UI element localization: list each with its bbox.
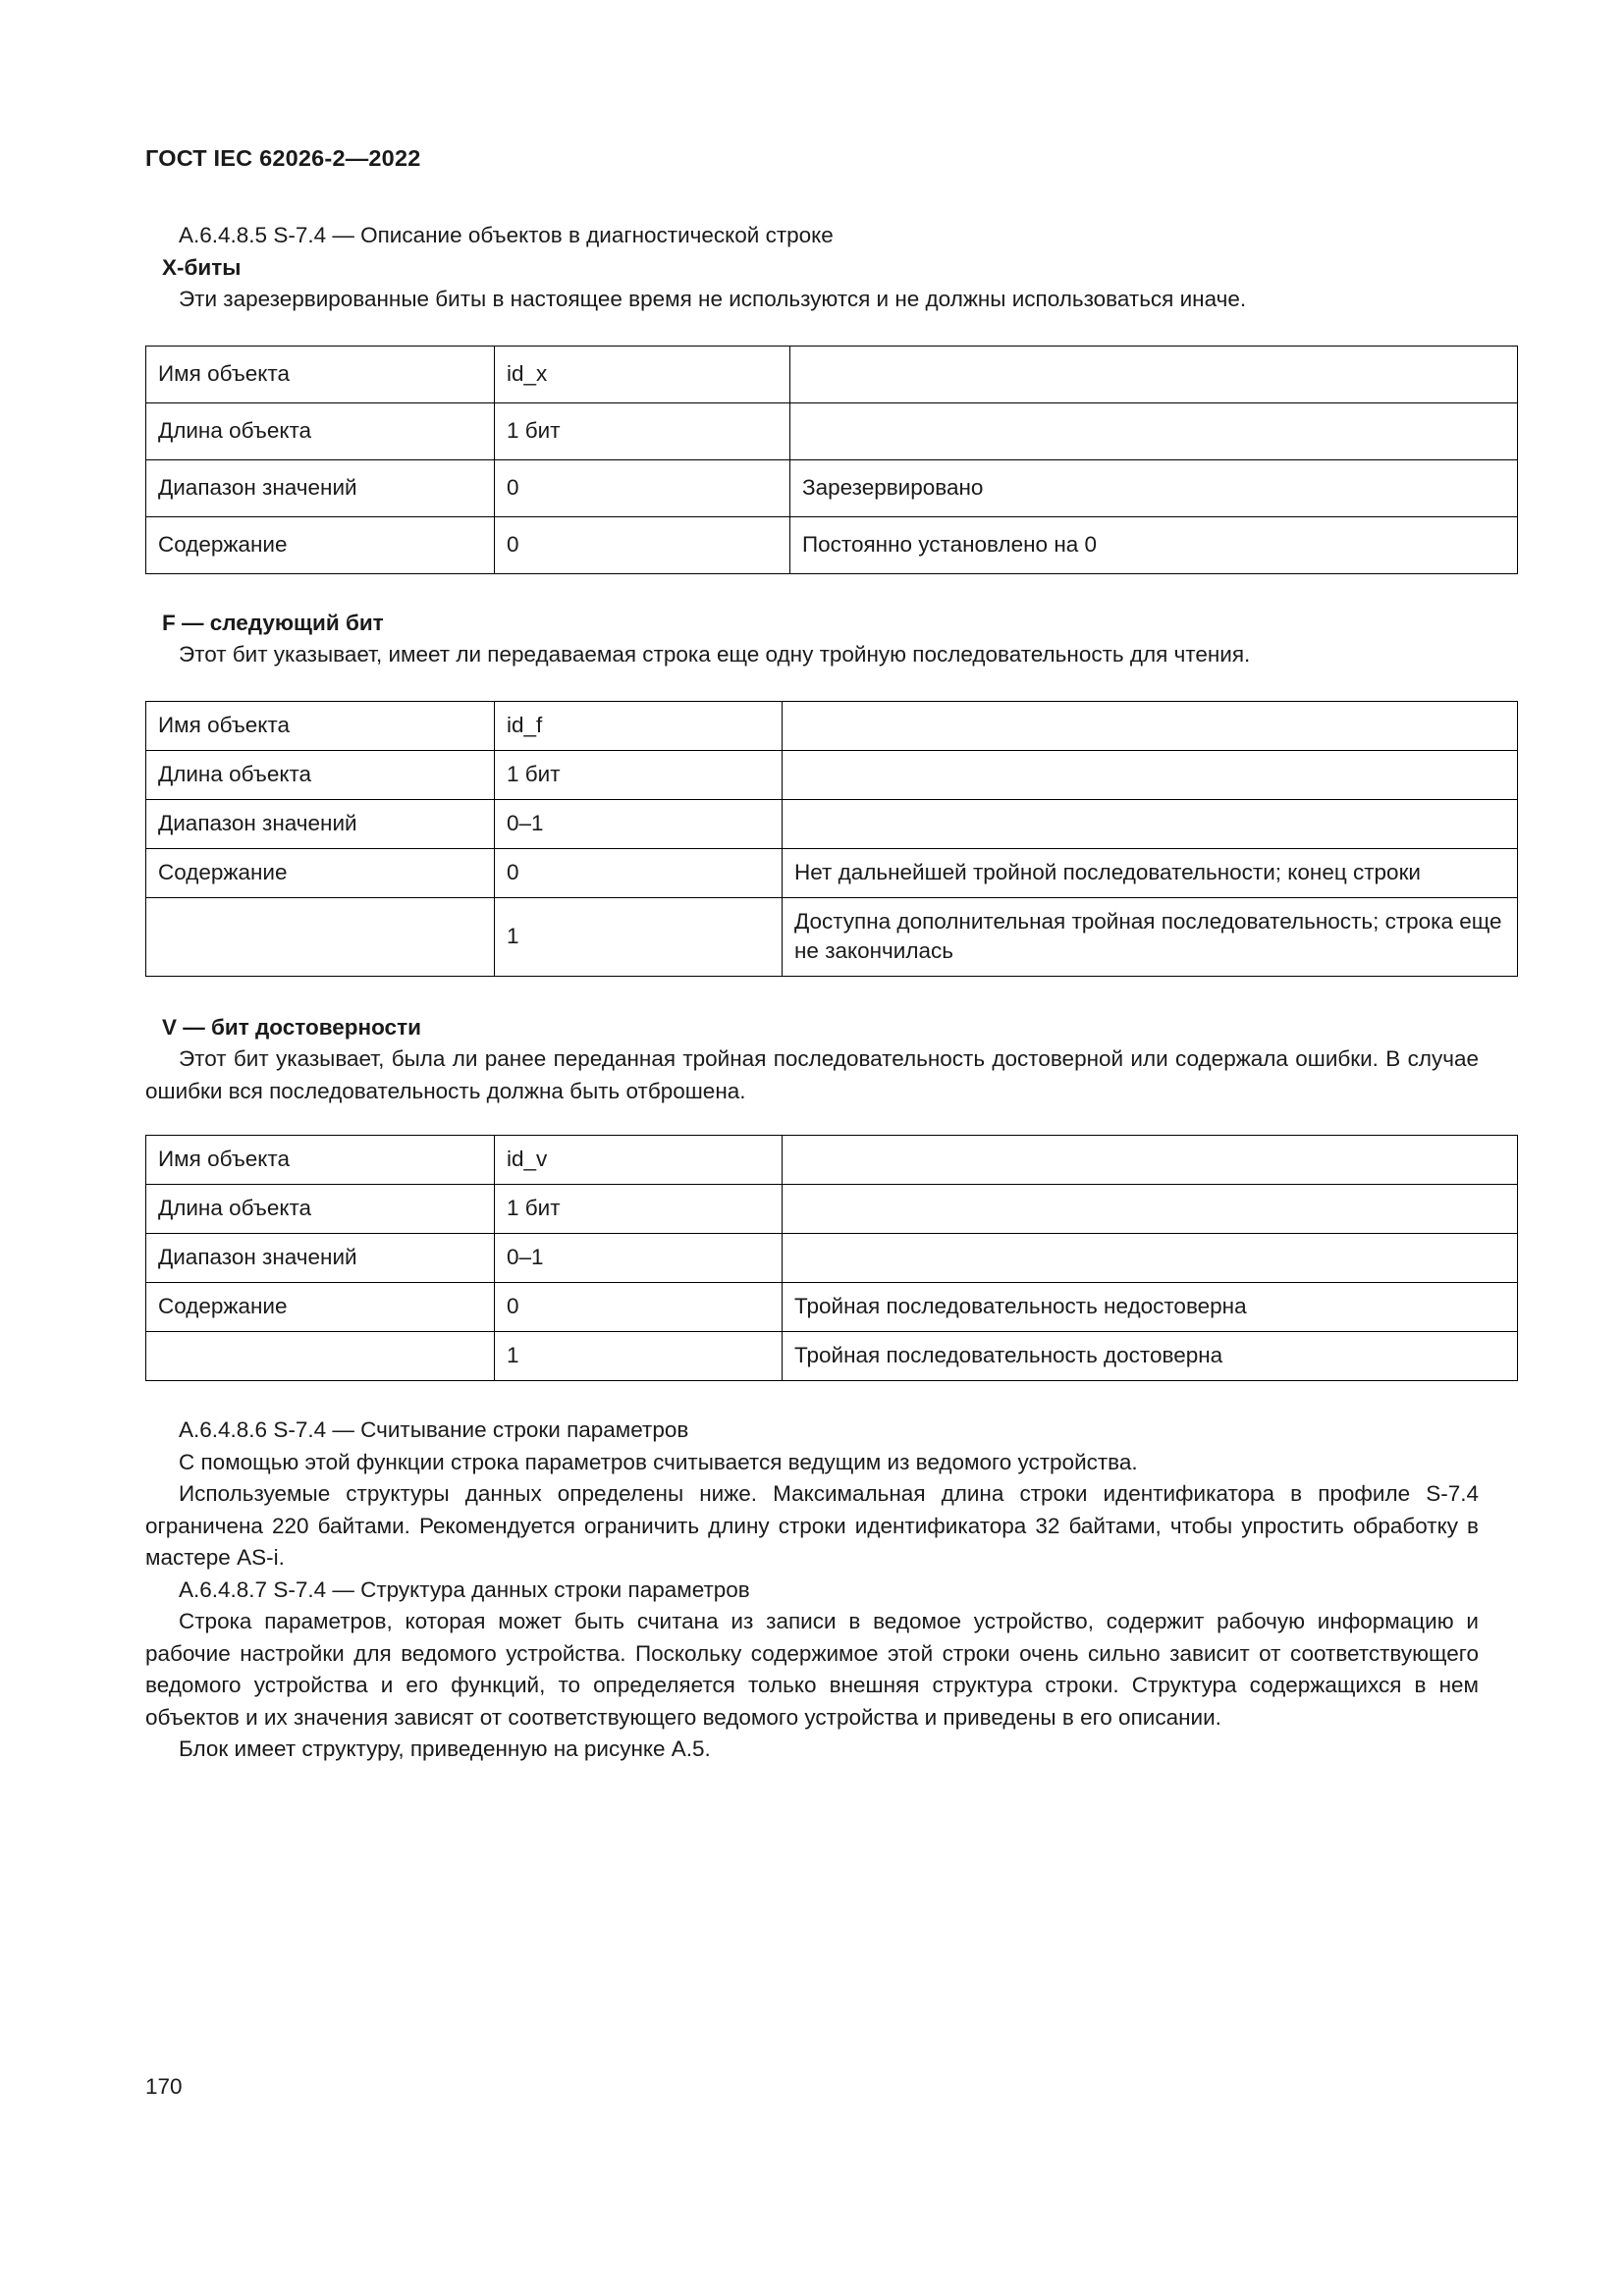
- clause-a6485-title: A.6.4.8.5 S-7.4 — Описание объектов в диагностической строке: [179, 223, 834, 247]
- cell-label: Имя объекта: [146, 701, 495, 750]
- cell-description: [783, 1136, 1518, 1185]
- table-row: [146, 459, 1518, 516]
- paragraph-a6487-p2: Блок имеет структуру, приведенную на рисунке А.5.: [179, 1736, 711, 1761]
- cell-value: 1 бит: [495, 402, 790, 459]
- cell-value: 1: [495, 897, 783, 976]
- cell-description: Тройная последовательность достоверна: [783, 1332, 1518, 1381]
- table-id-v: [145, 1135, 1518, 1381]
- table-row: [146, 701, 1518, 750]
- table-row: [146, 750, 1518, 799]
- table-row: [146, 1185, 1518, 1234]
- table-row: [146, 516, 1518, 573]
- table-row: [146, 1283, 1518, 1332]
- cell-value: 0–1: [495, 799, 783, 848]
- running-header: ГОСТ IEC 62026-2—2022: [145, 145, 421, 171]
- table-row: [146, 1136, 1518, 1185]
- clause-a6486-title: A.6.4.8.6 S-7.4 — Считывание строки параметров: [179, 1417, 689, 1442]
- cell-label: Длина объекта: [146, 402, 495, 459]
- cell-value: id_x: [495, 346, 790, 402]
- table-id-x: [145, 346, 1518, 574]
- cell-label: [146, 897, 495, 976]
- cell-label: Содержание: [146, 1283, 495, 1332]
- table-row: [146, 897, 1518, 976]
- paragraph-a6487-p1: Строка параметров, которая может быть считана из записи в ведомое устройство, содержит рабочую информацию и рабочие настройки для ведомого устройства. Поскольку содержимое этой строки очень сильно зависит от соответствующего ведомого устройства и его функций, то определяется только внешняя структура строки. Структура содержащихся в нем объектов и их значения зависят от соответствующего ведомого устройства и приведены в его описании.: [145, 1609, 1479, 1730]
- table-row: [146, 402, 1518, 459]
- cell-label: Длина объекта: [146, 750, 495, 799]
- cell-value: 0: [495, 848, 783, 897]
- table-row: [146, 1332, 1518, 1381]
- table-row: [146, 799, 1518, 848]
- cell-description: Доступна дополнительная тройная последовательность; строка еще не закончилась: [783, 897, 1518, 976]
- paragraph-f-bit-intro: Этот бит указывает, имеет ли передаваемая строка еще одну тройную последовательность для чтения.: [179, 642, 1251, 667]
- cell-label: Длина объекта: [146, 1185, 495, 1234]
- cell-value: 1 бит: [495, 1185, 783, 1234]
- clause-a6487-title: A.6.4.8.7 S-7.4 — Структура данных строки параметров: [179, 1576, 750, 1602]
- cell-label: Имя объекта: [146, 346, 495, 402]
- cell-value: id_f: [495, 701, 783, 750]
- cell-description: [783, 1234, 1518, 1283]
- heading-x-bits: X-биты: [162, 254, 242, 280]
- cell-value: 0: [495, 1283, 783, 1332]
- table-id-f: [145, 701, 1518, 977]
- cell-label: Диапазон значений: [146, 799, 495, 848]
- cell-description: Тройная последовательность недостоверна: [783, 1283, 1518, 1332]
- cell-description: Постоянно установлено на 0: [790, 516, 1518, 573]
- cell-value: 1: [495, 1332, 783, 1381]
- cell-label: Диапазон значений: [146, 1234, 495, 1283]
- cell-label: Диапазон значений: [146, 459, 495, 516]
- cell-description: Нет дальнейшей тройной последовательности; конец строки: [783, 848, 1518, 897]
- cell-label: Содержание: [146, 848, 495, 897]
- table-row: [146, 1234, 1518, 1283]
- cell-value: 0–1: [495, 1234, 783, 1283]
- cell-description: [783, 701, 1518, 750]
- paragraph-v-bit-intro: Этот бит указывает, была ли ранее переданная тройная последовательность достоверной или содержала ошибки. В случае ошибки вся последовательность должна быть отброшена.: [145, 1046, 1479, 1103]
- cell-description: Зарезервировано: [790, 459, 1518, 516]
- paragraph-x-bits-intro: Эти зарезервированные биты в настоящее время не используются и не должны использоваться иначе.: [179, 287, 1247, 311]
- cell-value: 0: [495, 459, 790, 516]
- cell-value: id_v: [495, 1136, 783, 1185]
- heading-v-bit: V — бит достоверности: [162, 1014, 421, 1040]
- paragraph-a6486-p1: С помощью этой функции строка параметров считывается ведущим из ведомого устройства.: [179, 1449, 1138, 1474]
- page-content: [145, 220, 1502, 1766]
- cell-label: Содержание: [146, 516, 495, 573]
- table-row: [146, 346, 1518, 402]
- cell-label: Имя объекта: [146, 1136, 495, 1185]
- paragraph-a6486-p2: Используемые структуры данных определены ниже. Максимальная длина строки идентификатора в профиле S-7.4 ограничена 220 байтами. Рекомендуется ограничить длину строки идентификатора 32 байтами, чтобы упростить обработку в мастере AS-i.: [145, 1481, 1479, 1570]
- page-number: 170: [145, 2074, 183, 2099]
- table-row: [146, 848, 1518, 897]
- cell-value: 0: [495, 516, 790, 573]
- cell-description: [790, 402, 1518, 459]
- cell-description: [783, 799, 1518, 848]
- heading-f-bit: F — следующий бит: [162, 610, 384, 635]
- cell-description: [783, 1185, 1518, 1234]
- cell-value: 1 бит: [495, 750, 783, 799]
- cell-description: [783, 750, 1518, 799]
- cell-label: [146, 1332, 495, 1381]
- cell-description: [790, 346, 1518, 402]
